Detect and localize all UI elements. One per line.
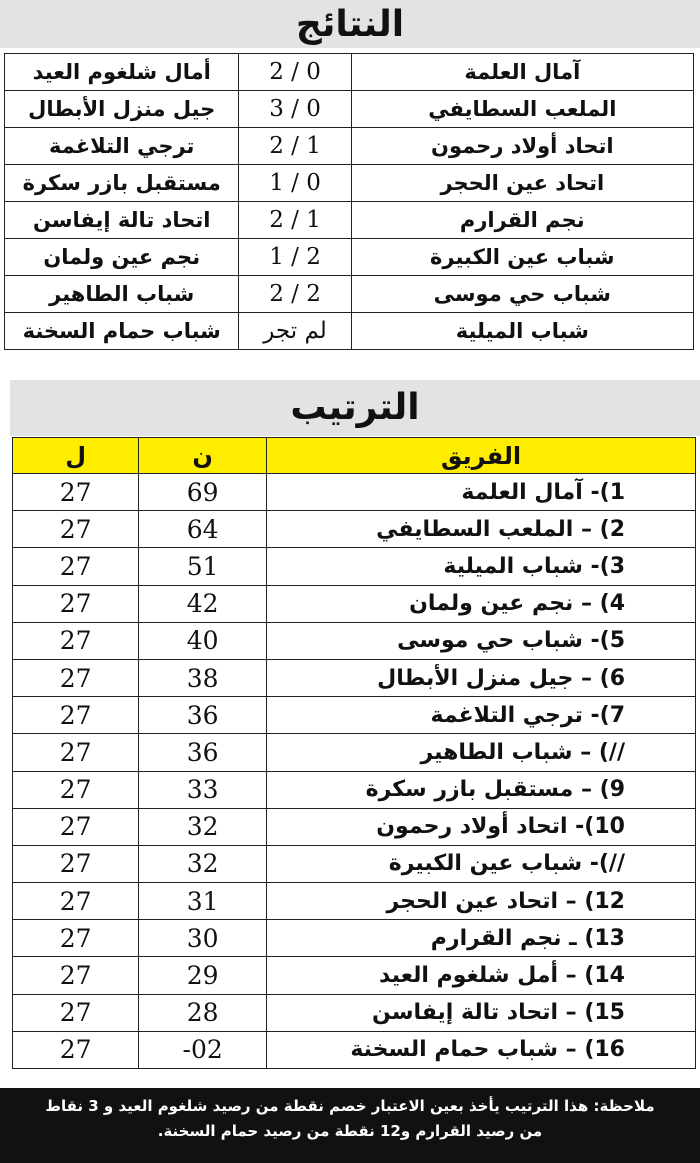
- standings-header-row: [13, 438, 696, 474]
- away-team: اتحاد تالة إيفاسن: [5, 202, 239, 239]
- results-row: [5, 54, 694, 91]
- team-name: //)- شباب عين الكبيرة: [267, 845, 696, 882]
- standings-body: [13, 474, 696, 1069]
- home-team: اتحاد أولاد رحمون: [351, 128, 693, 165]
- standings-note: [0, 1088, 700, 1163]
- home-team: آمال العلمة: [351, 54, 693, 91]
- standings-row: [13, 697, 696, 734]
- match-score: 1 / 2: [239, 128, 351, 165]
- results-row: [5, 128, 694, 165]
- results-table: [4, 53, 694, 350]
- away-team: جيل منزل الأبطال: [5, 91, 239, 128]
- team-name: 15) – اتحاد تالة إيفاسن: [267, 994, 696, 1031]
- standings-row: [13, 771, 696, 808]
- games-played: 27: [13, 622, 139, 659]
- note-line: ملاحظة: هذا الترتيب يأخذ بعين الاعتبار خصم نقطة من رصيد شلغوم العيد و 3 نقاط: [45, 1097, 655, 1115]
- results-row: [5, 239, 694, 276]
- away-team: شباب الطاهير: [5, 276, 239, 313]
- standings-row: [13, 920, 696, 957]
- team-points: 31: [139, 883, 267, 920]
- team-name: 9) – مستقبل بازر سكرة: [267, 771, 696, 808]
- standings-row: [13, 659, 696, 696]
- team-name: 4) – نجم عين ولمان: [267, 585, 696, 622]
- games-played: 27: [13, 1031, 139, 1068]
- standings-row: [13, 474, 696, 511]
- team-points: 30: [139, 920, 267, 957]
- team-name: 5)- شباب حي موسى: [267, 622, 696, 659]
- match-score: لم تجر: [239, 313, 351, 350]
- home-team: اتحاد عين الحجر: [351, 165, 693, 202]
- team-points: 36: [139, 734, 267, 771]
- team-points: 51: [139, 548, 267, 585]
- standings-row: [13, 511, 696, 548]
- team-points: 38: [139, 659, 267, 696]
- note-line: من رصيد القرارم و12 نقطة من رصيد حمام السخنة.: [157, 1122, 543, 1140]
- away-team: أمال شلغوم العيد: [5, 54, 239, 91]
- standings-table: [12, 437, 696, 1069]
- team-points: 29: [139, 957, 267, 994]
- team-points: 42: [139, 585, 267, 622]
- standings-row: [13, 585, 696, 622]
- match-score: 2 / 1: [239, 239, 351, 276]
- standings-header: [13, 438, 696, 474]
- standings-row: [13, 883, 696, 920]
- points-column-header: ن: [139, 438, 267, 474]
- team-name: 7)- ترجي التلاغمة: [267, 697, 696, 734]
- team-points: 32: [139, 808, 267, 845]
- standings-title: الترتيب: [10, 380, 700, 436]
- team-points: 40: [139, 622, 267, 659]
- standings-row: [13, 845, 696, 882]
- standings-row: [13, 1031, 696, 1068]
- team-name: 6) – جيل منزل الأبطال: [267, 659, 696, 696]
- team-points: 36: [139, 697, 267, 734]
- team-points: 28: [139, 994, 267, 1031]
- games-played: 27: [13, 548, 139, 585]
- away-team: نجم عين ولمان: [5, 239, 239, 276]
- standings-row: [13, 622, 696, 659]
- team-name: 16) – شباب حمام السخنة: [267, 1031, 696, 1068]
- team-points: 33: [139, 771, 267, 808]
- standings-row: [13, 734, 696, 771]
- played-column-header: ل: [13, 438, 139, 474]
- games-played: 27: [13, 994, 139, 1031]
- team-name: 10)- اتحاد أولاد رحمون: [267, 808, 696, 845]
- results-row: [5, 91, 694, 128]
- games-played: 27: [13, 585, 139, 622]
- team-name: //) – شباب الطاهير: [267, 734, 696, 771]
- home-team: نجم القرارم: [351, 202, 693, 239]
- home-team: شباب حي موسى: [351, 276, 693, 313]
- team-name: 1)- آمال العلمة: [267, 474, 696, 511]
- team-name: 14) – أمل شلغوم العيد: [267, 957, 696, 994]
- away-team: مستقبل بازر سكرة: [5, 165, 239, 202]
- results-row: [5, 276, 694, 313]
- team-points: 02-: [139, 1031, 267, 1068]
- home-team: شباب الميلية: [351, 313, 693, 350]
- team-name: 13) ـ نجم القرارم: [267, 920, 696, 957]
- games-played: 27: [13, 771, 139, 808]
- team-name: 12) – اتحاد عين الحجر: [267, 883, 696, 920]
- match-score: 0 / 2: [239, 54, 351, 91]
- standings-row: [13, 548, 696, 585]
- games-played: 27: [13, 845, 139, 882]
- games-played: 27: [13, 957, 139, 994]
- away-team: ترجي التلاغمة: [5, 128, 239, 165]
- team-points: 69: [139, 474, 267, 511]
- team-name: 2) – الملعب السطايفي: [267, 511, 696, 548]
- results-body: [5, 54, 694, 350]
- match-score: 0 / 1: [239, 165, 351, 202]
- games-played: 27: [13, 697, 139, 734]
- results-title: النتائج: [0, 0, 700, 48]
- match-score: 0 / 3: [239, 91, 351, 128]
- results-row: [5, 202, 694, 239]
- team-points: 32: [139, 845, 267, 882]
- away-team: شباب حمام السخنة: [5, 313, 239, 350]
- team-points: 64: [139, 511, 267, 548]
- games-played: 27: [13, 659, 139, 696]
- team-name: 3)- شباب الميلية: [267, 548, 696, 585]
- games-played: 27: [13, 883, 139, 920]
- games-played: 27: [13, 920, 139, 957]
- team-column-header: الفريق: [267, 438, 696, 474]
- results-row: [5, 165, 694, 202]
- match-score: 2 / 2: [239, 276, 351, 313]
- home-team: شباب عين الكبيرة: [351, 239, 693, 276]
- games-played: 27: [13, 474, 139, 511]
- match-score: 1 / 2: [239, 202, 351, 239]
- standings-row: [13, 808, 696, 845]
- games-played: 27: [13, 511, 139, 548]
- standings-row: [13, 957, 696, 994]
- games-played: 27: [13, 734, 139, 771]
- home-team: الملعب السطايفي: [351, 91, 693, 128]
- results-row: [5, 313, 694, 350]
- standings-row: [13, 994, 696, 1031]
- games-played: 27: [13, 808, 139, 845]
